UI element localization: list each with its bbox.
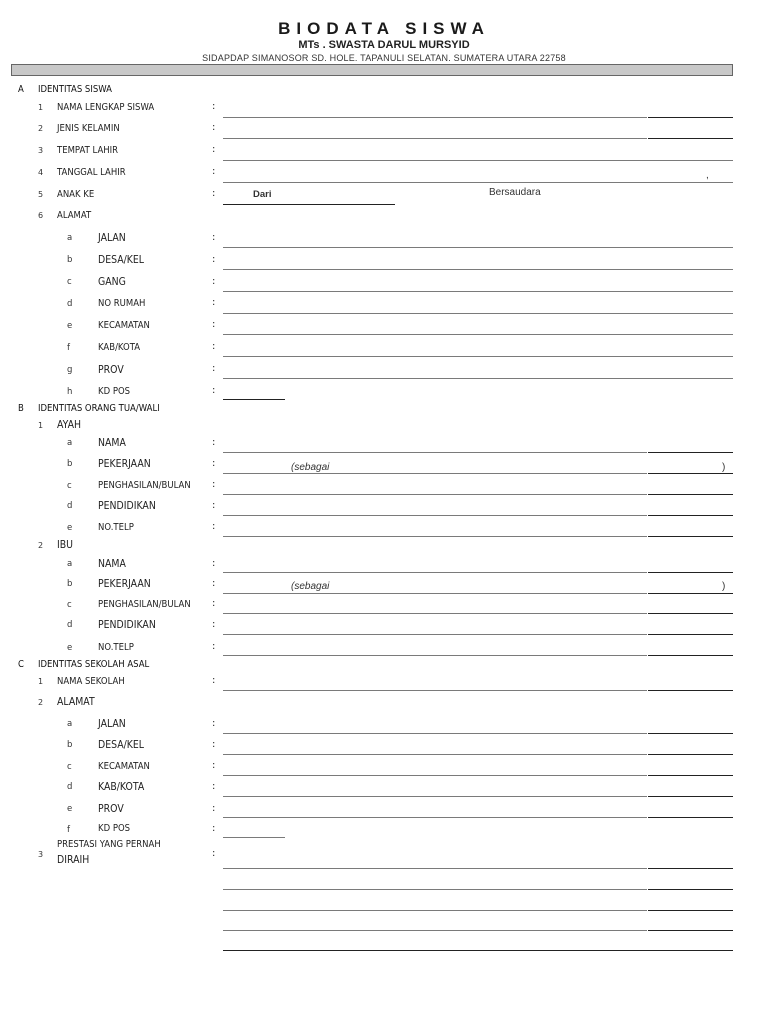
colon: : <box>212 500 216 511</box>
colon: : <box>212 122 216 133</box>
school-address: SIDAPDAP SIMANOSOR SD. HOLE. TAPANULI SELATAN. SUMATERA UTARA 22758 <box>202 53 566 63</box>
sub-letter: h <box>67 387 73 397</box>
input-line-ibu-nama[interactable] <box>223 572 647 573</box>
label-prestasi-line2: DIRAIH <box>57 853 90 866</box>
input-line-jalan[interactable] <box>223 247 733 248</box>
colon: : <box>212 479 216 490</box>
input-line-ibu-pekerjaan[interactable] <box>223 593 647 594</box>
sub-letter: e <box>67 523 73 533</box>
label-ayah: AYAH <box>57 418 82 431</box>
field-number: 6 <box>38 211 44 220</box>
label-tempat-lahir: TEMPAT LAHIR <box>57 145 119 156</box>
sub-letter: c <box>67 762 72 772</box>
input-line-sekolah-kab-kota[interactable] <box>223 796 647 797</box>
sub-letter: c <box>67 277 72 287</box>
label-ibu-penghasilan: PENGHASILAN/BULAN <box>98 599 191 610</box>
colon: : <box>212 760 216 771</box>
input-line-prestasi-2-end[interactable] <box>648 889 733 890</box>
sub-letter: f <box>67 343 70 353</box>
label-nama-lengkap: NAMA LENGKAP SISWA <box>57 102 155 113</box>
label-sekolah-kd-pos: KD POS <box>98 823 131 834</box>
sub-letter: a <box>67 233 73 243</box>
label-ibu: IBU <box>57 538 74 551</box>
input-line-anak-ke[interactable] <box>223 204 395 205</box>
input-line-sekolah-kecamatan-end[interactable] <box>648 775 733 776</box>
input-line-tempat-lahir[interactable] <box>223 160 733 161</box>
tanggal-comma: , <box>706 170 709 181</box>
sub-letter: d <box>67 501 73 511</box>
label-ibu-telp: NO.TELP <box>98 642 134 653</box>
input-line-jenis-kelamin-end[interactable] <box>648 138 733 139</box>
field-number: 1 <box>38 677 44 686</box>
section-b-letter: B <box>18 403 24 414</box>
sub-letter: b <box>67 459 73 469</box>
sub-letter: a <box>67 559 73 569</box>
label-alamat-sekolah: ALAMAT <box>57 695 95 708</box>
sub-letter: e <box>67 321 73 331</box>
input-line-sekolah-prov-end[interactable] <box>648 817 733 818</box>
input-line-nama-lengkap-end[interactable] <box>648 117 733 118</box>
input-line-ayah-pekerjaan-end[interactable] <box>648 473 733 474</box>
colon: : <box>212 578 216 589</box>
sub-letter: a <box>67 438 73 448</box>
input-line-nama-sekolah-end[interactable] <box>648 690 733 691</box>
input-line-ibu-nama-end[interactable] <box>648 572 733 573</box>
input-line-ayah-pendidikan-end[interactable] <box>648 515 733 516</box>
colon: : <box>212 641 216 652</box>
input-line-ayah-telp-end[interactable] <box>648 536 733 537</box>
colon: : <box>212 458 216 469</box>
input-line-prestasi-5[interactable] <box>223 950 733 951</box>
input-line-prestasi-3-end[interactable] <box>648 910 733 911</box>
section-c-letter: C <box>18 659 24 670</box>
field-number: 4 <box>38 168 44 177</box>
colon: : <box>212 619 216 630</box>
label-ayah-penghasilan: PENGHASILAN/BULAN <box>98 480 191 491</box>
sub-letter: c <box>67 600 72 610</box>
field-number: 3 <box>38 146 44 155</box>
input-line-prestasi-4[interactable] <box>223 930 647 931</box>
input-line-prestasi-1[interactable] <box>223 868 647 869</box>
input-line-prestasi-3[interactable] <box>223 910 647 911</box>
sub-letter: d <box>67 620 73 630</box>
colon: : <box>212 341 216 352</box>
label-jalan: JALAN <box>98 231 126 244</box>
sub-letter: f <box>67 825 70 835</box>
input-line-prestasi-4-end[interactable] <box>648 930 733 931</box>
colon: : <box>212 675 216 686</box>
label-ayah-pendidikan: PENDIDIKAN <box>98 499 156 512</box>
colon: : <box>212 232 216 243</box>
field-number: 2 <box>38 124 44 133</box>
input-line-ayah-penghasilan-end[interactable] <box>648 494 733 495</box>
label-kecamatan: KECAMATAN <box>98 320 150 331</box>
label-kab-kota: KAB/KOTA <box>98 342 141 353</box>
input-line-prestasi-1-end[interactable] <box>648 868 733 869</box>
colon: : <box>212 558 216 569</box>
ibu-sebagai-close: ) <box>722 581 726 592</box>
field-number: 2 <box>38 698 44 707</box>
input-line-sekolah-kecamatan[interactable] <box>223 775 647 776</box>
input-line-sekolah-jalan-end[interactable] <box>648 733 733 734</box>
field-number: 2 <box>38 541 44 550</box>
sub-letter: e <box>67 643 73 653</box>
colon: : <box>212 385 216 396</box>
colon: : <box>212 144 216 155</box>
input-line-ayah-pendidikan[interactable] <box>223 515 647 516</box>
colon: : <box>212 254 216 265</box>
label-sekolah-jalan: JALAN <box>98 717 126 730</box>
label-gang: GANG <box>98 275 126 288</box>
colon: : <box>212 739 216 750</box>
header-divider-bar <box>11 64 733 76</box>
section-a-title: IDENTITAS SISWA <box>38 84 112 95</box>
field-number: 5 <box>38 190 44 199</box>
colon: : <box>212 848 216 859</box>
section-a-letter: A <box>18 84 24 95</box>
input-line-ibu-pendidikan[interactable] <box>223 634 647 635</box>
label-nama-sekolah: NAMA SEKOLAH <box>57 676 125 687</box>
school-name: MTs . SWASTA DARUL MURSYID <box>298 39 470 51</box>
field-number: 3 <box>38 850 44 859</box>
input-line-ibu-pekerjaan-end[interactable] <box>648 593 733 594</box>
input-line-ibu-telp-end[interactable] <box>648 655 733 656</box>
label-alamat: ALAMAT <box>57 210 92 221</box>
input-line-ayah-telp[interactable] <box>223 536 647 537</box>
colon: : <box>212 297 216 308</box>
input-line-ayah-nama-end[interactable] <box>648 452 733 453</box>
input-line-nama-lengkap[interactable] <box>223 117 647 118</box>
input-line-kab-kota[interactable] <box>223 356 733 357</box>
sub-letter: b <box>67 255 73 265</box>
input-line-sekolah-jalan[interactable] <box>223 733 647 734</box>
ibu-sebagai-open: (sebagai <box>291 581 330 592</box>
input-line-ayah-nama[interactable] <box>223 452 647 453</box>
input-line-ibu-penghasilan[interactable] <box>223 613 647 614</box>
anak-ke-bersaudara: Bersaudara <box>489 187 541 198</box>
input-line-gang[interactable] <box>223 291 733 292</box>
input-line-sekolah-desa[interactable] <box>223 754 647 755</box>
input-line-tanggal-lahir[interactable] <box>223 182 733 183</box>
input-line-jenis-kelamin[interactable] <box>223 138 647 139</box>
sub-letter: b <box>67 740 73 750</box>
input-line-prestasi-2[interactable] <box>223 889 647 890</box>
sub-letter: c <box>67 481 72 491</box>
field-number: 1 <box>38 421 44 430</box>
colon: : <box>212 101 216 112</box>
label-kd-pos: KD POS <box>98 386 131 397</box>
form-title: BIODATA SISWA <box>278 19 490 38</box>
input-line-prov[interactable] <box>223 378 733 379</box>
ayah-sebagai-close: ) <box>722 462 726 473</box>
input-line-kecamatan[interactable] <box>223 334 733 335</box>
input-line-ibu-pendidikan-end[interactable] <box>648 634 733 635</box>
sub-letter: a <box>67 719 73 729</box>
label-anak-ke: ANAK KE <box>57 189 95 200</box>
input-line-ibu-penghasilan-end[interactable] <box>648 613 733 614</box>
sub-letter: d <box>67 299 73 309</box>
label-sekolah-prov: PROV <box>98 802 124 815</box>
label-prov: PROV <box>98 363 124 376</box>
label-ibu-pekerjaan: PEKERJAAN <box>98 577 151 590</box>
sub-letter: g <box>67 365 73 375</box>
colon: : <box>212 781 216 792</box>
label-ayah-nama: NAMA <box>98 436 126 449</box>
label-sekolah-kecamatan: KECAMATAN <box>98 761 150 772</box>
colon: : <box>212 276 216 287</box>
colon: : <box>212 166 216 177</box>
label-desa-kel: DESA/KEL <box>98 253 145 266</box>
section-b-title: IDENTITAS ORANG TUA/WALI <box>38 403 160 414</box>
colon: : <box>212 437 216 448</box>
label-ayah-telp: NO.TELP <box>98 522 134 533</box>
colon: : <box>212 803 216 814</box>
sub-letter: d <box>67 782 73 792</box>
colon: : <box>212 718 216 729</box>
input-line-sekolah-kab-kota-end[interactable] <box>648 796 733 797</box>
field-number: 1 <box>38 103 44 112</box>
input-line-desa-kel[interactable] <box>223 269 733 270</box>
label-ayah-pekerjaan: PEKERJAAN <box>98 457 151 470</box>
input-line-nama-sekolah[interactable] <box>223 690 647 691</box>
input-line-no-rumah[interactable] <box>223 313 733 314</box>
label-tanggal-lahir: TANGGAL LAHIR <box>57 167 126 178</box>
ayah-sebagai-open: (sebagai <box>291 462 330 473</box>
input-line-kd-pos[interactable] <box>223 399 285 400</box>
colon: : <box>212 521 216 532</box>
section-c-title: IDENTITAS SEKOLAH ASAL <box>38 659 150 670</box>
label-sekolah-kab-kota: KAB/KOTA <box>98 780 145 793</box>
sub-letter: e <box>67 804 73 814</box>
label-ibu-nama: NAMA <box>98 557 126 570</box>
label-jenis-kelamin: JENIS KELAMIN <box>57 123 120 134</box>
label-ibu-pendidikan: PENDIDIKAN <box>98 618 156 631</box>
input-line-ibu-telp[interactable] <box>223 655 647 656</box>
label-no-rumah: NO RUMAH <box>98 298 146 309</box>
sub-letter: b <box>67 579 73 589</box>
colon: : <box>212 598 216 609</box>
colon: : <box>212 823 216 834</box>
input-line-sekolah-kd-pos[interactable] <box>223 837 285 838</box>
colon: : <box>212 363 216 374</box>
anak-ke-dari: Dari <box>253 189 272 200</box>
input-line-sekolah-desa-end[interactable] <box>648 754 733 755</box>
label-prestasi-line1: PRESTASI YANG PERNAH <box>57 839 161 850</box>
input-line-ayah-pekerjaan[interactable] <box>223 473 647 474</box>
input-line-sekolah-prov[interactable] <box>223 817 647 818</box>
colon: : <box>212 319 216 330</box>
colon: : <box>212 188 216 199</box>
input-line-ayah-penghasilan[interactable] <box>223 494 647 495</box>
label-sekolah-desa: DESA/KEL <box>98 738 145 751</box>
